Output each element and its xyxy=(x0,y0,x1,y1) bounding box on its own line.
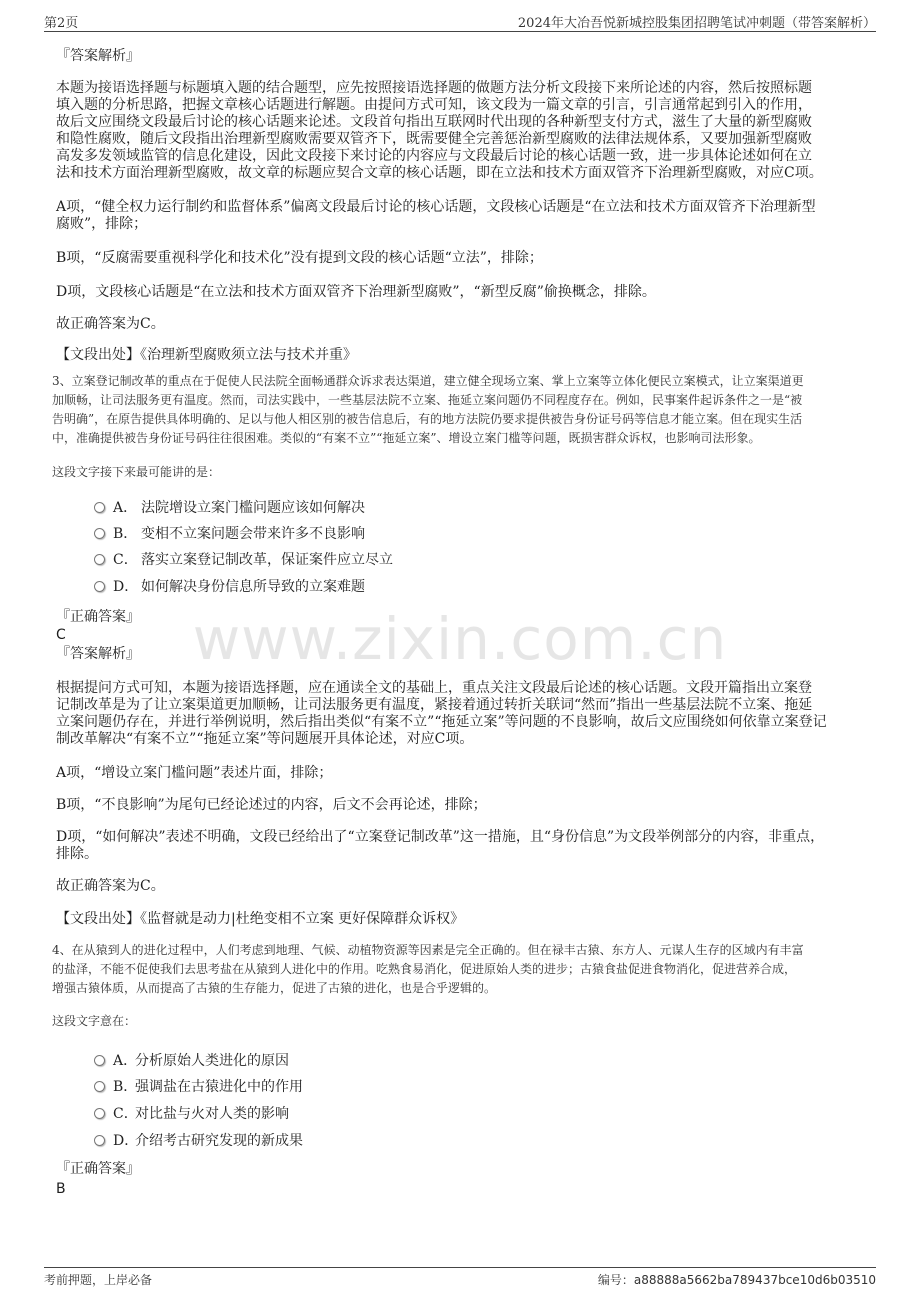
radio-button-icon[interactable] xyxy=(94,1081,105,1092)
q4-answer-label: 『正确答案』 xyxy=(56,1161,140,1177)
option-text: 对比盐与火对人类的影响 xyxy=(135,1106,289,1122)
q3-option-a[interactable] xyxy=(94,499,365,517)
footer-divider xyxy=(44,1267,876,1268)
header-divider xyxy=(44,31,876,32)
radio-button-icon[interactable] xyxy=(94,502,105,513)
q3-stem-line: 中，准确提供被告身份证号码往往很困难。类似的“有案不立”“拖延立案”、增设立案门槛等问题，既损害群众诉权，也影响司法形象。 xyxy=(52,431,761,445)
q4-stem-line: 增强古猿体质，从而提高了古猿的生存能力，促进了古猿的进化，也是合乎逻辑的。 xyxy=(52,981,497,995)
q3-analysis-line: 根据提问方式可知，本题为接语选择题，应在通读全文的基础上，重点关注文段最后论述的核心话题。文段开篇指出立案登 xyxy=(56,680,812,696)
document-code xyxy=(598,1271,876,1288)
page-header xyxy=(44,12,876,30)
q3-answer: C xyxy=(56,627,66,643)
option-letter: C． xyxy=(113,552,138,568)
radio-button-icon[interactable] xyxy=(94,581,105,592)
q4-stem-line: 4、在从猿到人的进化过程中，人们考虑到地理、气候、动植物资源等因素是完全正确的。但在禄丰古猿、东方人、元谋人生存的区域内有丰富 xyxy=(52,943,804,957)
footer-slogan: 考前押题，上岸必备 xyxy=(44,1273,153,1287)
option-letter: D． xyxy=(113,1133,139,1149)
q3-option-b[interactable] xyxy=(94,525,365,543)
q3-analysis-line: 记制改革是为了让立案渠道更加顺畅，让司法服务更有温度，紧接着通过转折关联词“然而”指出一些基层法院不立案、拖延 xyxy=(56,697,813,713)
q3-option-b-explanation: B项，“不良影响”为尾句已经论述过的内容，后文不会再论述，排除； xyxy=(56,797,487,813)
option-letter: A． xyxy=(113,1053,138,1069)
q2-option-a-explanation: 腐败”，排除； xyxy=(56,216,148,232)
q4-option-b[interactable] xyxy=(94,1078,303,1096)
option-letter: B． xyxy=(113,526,138,542)
radio-button-icon[interactable] xyxy=(94,528,105,539)
q3-prompt: 这段文字接下来最可能讲的是： xyxy=(52,465,221,479)
option-letter: A． xyxy=(113,500,138,516)
q3-source: 【文段出处】《监督就是动力|杜绝变相不立案 更好保障群众诉权》 xyxy=(56,911,465,927)
option-letter: C． xyxy=(113,1106,138,1122)
option-letter: D． xyxy=(113,579,139,595)
radio-button-icon[interactable] xyxy=(94,1108,105,1119)
q3-stem-line: 告明确”，在原告提供具体明确的、足以与他人相区别的被告信息后，有的地方法院仍要求提供被告身份证号码等信息才能立案。但在现实生活 xyxy=(52,412,803,426)
option-text: 分析原始人类进化的原因 xyxy=(135,1053,289,1069)
q3-analysis-label: 『答案解析』 xyxy=(56,646,140,662)
q4-stem-line: 的盐泽，不能不促使我们去思考盐在从猿到人进化中的作用。吃熟食易消化，促进原始人类的进步；古猿食盐促进食物消化，促进营养合成， xyxy=(52,962,797,976)
radio-button-icon[interactable] xyxy=(94,1135,105,1146)
q4-option-a[interactable] xyxy=(94,1052,289,1070)
q3-answer-label: 『正确答案』 xyxy=(56,609,140,625)
q2-option-d-explanation: D项，文段核心话题是“在立法和技术方面双管齐下治理新型腐败”，“新型反腐”偷换概念，排除。 xyxy=(56,284,656,300)
q4-answer: B xyxy=(56,1181,66,1197)
q2-analysis-label: 『答案解析』 xyxy=(56,48,140,64)
q2-analysis-line: 故后文应围绕文段最后讨论的核心话题来论述。文段首句指出互联网时代出现的各种新型支付方式，滋生了大量的新型腐败 xyxy=(56,114,812,130)
q3-option-d-explanation: D项，“如何解决”表述不明确，文段已经给出了“立案登记制改革”这一措施，且“身份信息”为文段举例部分的内容，非重点， xyxy=(56,829,825,845)
q2-analysis-line: 填入题的分析思路，把握文章核心话题进行解题。由提问方式可知，该文段为一篇文章的引言，引言通常起到引入的作用， xyxy=(56,97,812,113)
q2-conclusion: 故正确答案为C。 xyxy=(56,316,165,332)
option-text: 介绍考古研究发现的新成果 xyxy=(135,1133,303,1149)
q2-analysis-line: 本题为接语选择题与标题填入题的结合题型，应先按照接语选择题的做题方法分析文段接下来所论述的内容，然后按照标题 xyxy=(56,80,812,96)
q3-option-c[interactable] xyxy=(94,551,393,569)
page-number: 第2页 xyxy=(44,16,79,31)
q2-option-a-explanation: A项，“健全权力运行制约和监督体系”偏离文段最后讨论的核心话题，文段核心话题是“在立法和技术方面双管齐下治理新型 xyxy=(56,199,816,215)
option-text: 落实立案登记制改革，保证案件应立尽立 xyxy=(141,552,393,568)
document-code-label: 编号： xyxy=(597,1273,634,1287)
q3-analysis-line: 制改革解决“有案不立”“拖延立案”等问题展开具体论述，对应C项。 xyxy=(56,731,474,747)
q3-option-d[interactable] xyxy=(94,578,365,596)
q2-source: 【文段出处】《治理新型腐败须立法与技术并重》 xyxy=(56,347,357,363)
q4-prompt: 这段文字意在： xyxy=(52,1014,137,1028)
option-text: 强调盐在古猿进化中的作用 xyxy=(135,1079,303,1095)
q4-option-d[interactable] xyxy=(94,1132,303,1150)
watermark: www.zixin.com.cn xyxy=(192,605,728,673)
q3-analysis-line: 立案问题仍存在，并进行举例说明，然后指出类似“有案不立”“拖延立案”等问题的不良影响，故后文应围绕如何依靠立案登记 xyxy=(56,714,827,730)
q3-stem-line: 加顺畅，让司法服务更有温度。然而，司法实践中，一些基层法院不立案、拖延立案问题仍不同程度存在。例如，民事案件起诉条件之一是“被 xyxy=(52,393,803,407)
option-text: 变相不立案问题会带来许多不良影响 xyxy=(141,526,365,542)
radio-button-icon[interactable] xyxy=(94,554,105,565)
q2-analysis-line: 法和技术方面治理新型腐败，故文章的标题应契合文章的核心话题，即在立法和技术方面双管齐下治理新型腐败，对应C项。 xyxy=(56,165,823,181)
option-text: 法院增设立案门槛问题应该如何解决 xyxy=(141,500,365,516)
radio-button-icon[interactable] xyxy=(94,1055,105,1066)
option-letter: B． xyxy=(113,1079,138,1095)
q2-analysis-line: 高发多发领域监管的信息化建设，因此文段接下来讨论的内容应与文段最后讨论的核心话题一致，进一步具体论述如何在立 xyxy=(56,148,812,164)
q3-option-d-explanation: 排除。 xyxy=(56,846,98,862)
q3-option-a-explanation: A项，“增设立案门槛问题”表述片面，排除； xyxy=(56,765,333,781)
document-code-value: a88888a5662ba789437bce10d6b03510 xyxy=(633,1273,876,1287)
q3-stem-line: 3、立案登记制改革的重点在于促使人民法院全面畅通群众诉求表达渠道，建立健全现场立案、掌上立案等立体化便民立案模式，让立案渠道更 xyxy=(52,374,804,388)
document-title: 2024年大冶吾悦新城控股集团招聘笔试冲刺题（带答案解析） xyxy=(517,16,876,31)
q2-analysis-line: 和隐性腐败，随后文段指出治理新型腐败需要双管齐下，既需要健全完善惩治新型腐败的法律法规体系，又要加强新型腐败 xyxy=(56,131,812,147)
q4-option-c[interactable] xyxy=(94,1105,289,1123)
page-footer xyxy=(44,1271,876,1289)
q3-conclusion: 故正确答案为C。 xyxy=(56,878,165,894)
option-text: 如何解决身份信息所导致的立案难题 xyxy=(141,579,365,595)
q2-option-b-explanation: B项，“反腐需要重视科学化和技术化”没有提到文段的核心话题“立法”，排除； xyxy=(56,250,543,266)
